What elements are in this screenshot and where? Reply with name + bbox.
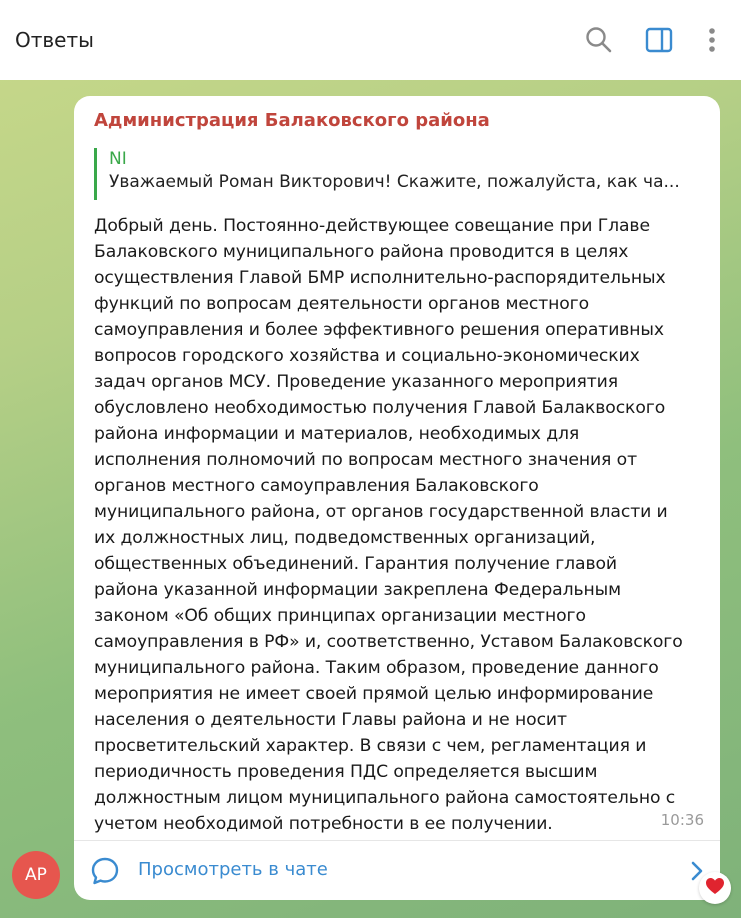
reply-quote[interactable] [94,148,700,200]
page-title: Ответы [15,28,94,52]
sidebar-panel-icon[interactable] [643,24,675,56]
reaction-badge[interactable] [699,872,731,904]
header-bar [0,0,741,80]
avatar-initials: AP [25,865,47,885]
heart-icon [705,877,725,899]
message-time: 10:36 [660,811,704,829]
avatar[interactable] [12,851,60,899]
message-bubble[interactable] [74,96,720,840]
reply-author: NI [109,149,127,169]
message-sender[interactable]: Администрация Балаковского района [94,110,490,131]
view-in-chat-label: Просмотреть в чате [138,859,328,880]
more-vertical-icon[interactable] [696,24,728,56]
reply-text: Уважаемый Роман Викторович! Скажите, пожалуйста, как ча... [109,172,680,192]
view-in-chat-button[interactable] [74,840,720,900]
message-text: Добрый день. Постоянно-действующее совещание при Главе Балаковского муниципального района проводится в целях осуществления Главой БМР исполнительно-распорядительных функций по вопросам деятельности органов местного самоуправления и более эффективного решения оперативных вопросов городского хозяйства и социально-экономических задач органов МСУ. Проведение указанного мероприятия обусловлено необходимостью получения Главой Балаквоского района информации и материалов, необходимых для исполнения полномочий по вопросам местного значения от органов местного самоуправления Балаковского муниципального района, от органов государственной власти и их должностных лиц, подведомственных организаций, общественных объединений. Гарантия получение главой района указанной информации закреплена Федеральным законом «Об общих принципах организации местного самоуправления в РФ» и, соответственно, Уставом Балаковского муниципального района. Таким образом, проведение данного мероприятия не имеет своей прямой целью информирование населения о деятельности Главы района и не носит просветительский характер. В связи с чем, регламентация и периодичность проведения ПДС определяется высшим должностным лицом муниципального района самостоятельно с учетом необходимой потребности в ее получении. [94,216,683,834]
search-icon[interactable] [583,24,615,56]
chat-bubble-icon [90,856,120,886]
